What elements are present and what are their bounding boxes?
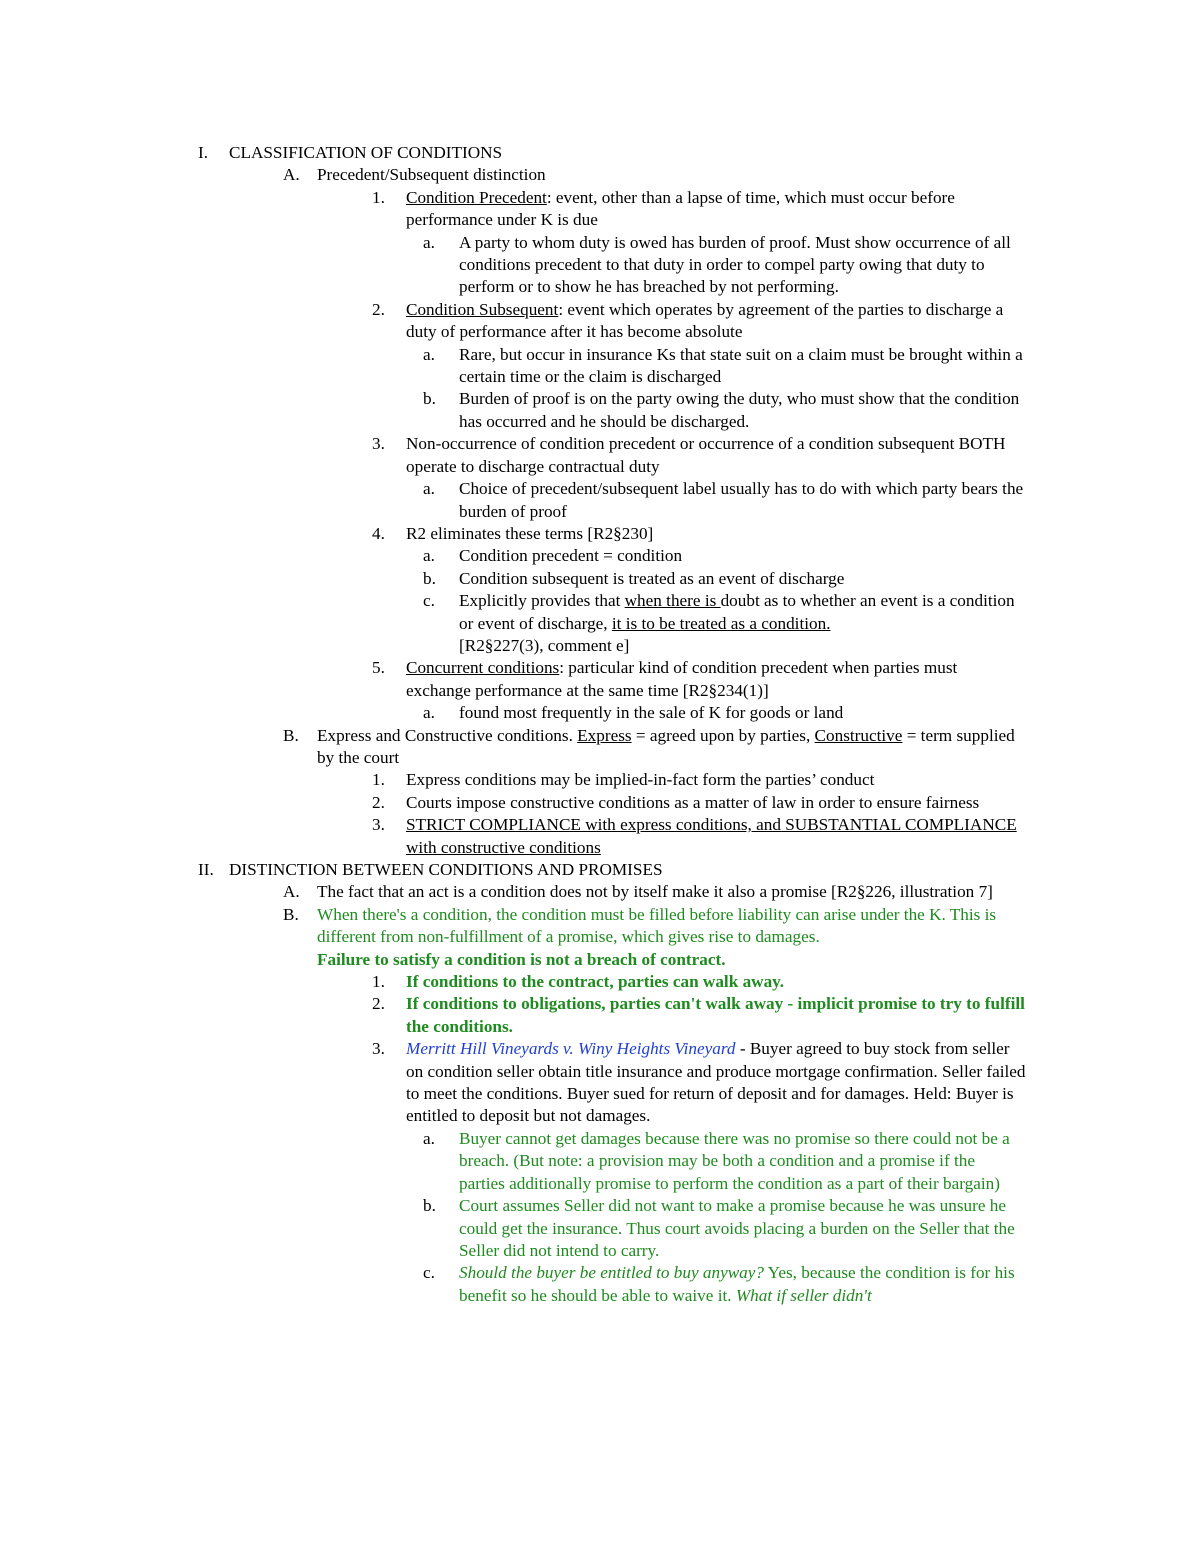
- item-text: R2 eliminates these terms [R2§230]: [406, 523, 654, 543]
- item-text: Non-occurrence of condition precedent or occurrence of a condition subsequent BOTH operate to discharge contractual duty: [406, 434, 1006, 476]
- item-2b1: [372, 971, 1026, 993]
- marker: a.: [423, 232, 435, 252]
- item-text: The fact that an act is a condition does not by itself make it also a promise [R2§226, illustration 7]: [317, 882, 993, 902]
- marker: a.: [423, 1128, 435, 1148]
- marker: 2.: [372, 994, 385, 1014]
- item-1a5: [372, 657, 1026, 702]
- marker: a.: [423, 344, 435, 364]
- marker: 1.: [372, 187, 385, 207]
- item-text: Express and Constructive conditions. Express = agreed upon by parties, Constructive = term supplied by the court: [317, 725, 1015, 767]
- marker: 4.: [372, 523, 385, 543]
- marker: 5.: [372, 658, 385, 678]
- term: Condition Precedent: [406, 187, 547, 207]
- item-text: Express conditions may be implied-in-fact form the parties’ conduct: [406, 770, 875, 790]
- section-2-heading: [198, 859, 1029, 881]
- item-text: Concurrent conditions: particular kind of condition precedent when parties must exchange performance at the same time [R2§234(1)]: [406, 658, 958, 700]
- item-text: Merritt Hill Vineyards v. Winy Heights Vineyard - Buyer agreed to buy stock from seller on condition seller obtain title insurance and produce mortgage confirmation. Seller failed to meet the conditions. Buyer sued for return of deposit and for damages. Held: Buyer is entitled to deposit but not damages.: [406, 1039, 1026, 1126]
- item-text: STRICT COMPLIANCE with express conditions, and SUBSTANTIAL COMPLIANCE with constructive conditions: [406, 815, 1017, 857]
- item-1a4c: [423, 590, 1025, 657]
- item-1a3a: [423, 478, 1025, 523]
- marker: a.: [423, 546, 435, 566]
- item-text: Burden of proof is on the party owing the duty, who must show that the condition has occurred and he should be discharged.: [459, 389, 1020, 431]
- section-1-heading: [198, 142, 1029, 164]
- marker: II.: [198, 860, 214, 879]
- item-text: Failure to satisfy a condition is not a breach of contract.: [317, 949, 726, 969]
- item-1a2: [372, 299, 1026, 344]
- marker: A.: [283, 165, 300, 185]
- item-2a: [283, 881, 1022, 903]
- item-1b3: [372, 814, 1026, 859]
- item-text: Buyer cannot get damages because there was no promise so there could not be a breach. (But note: a provision may be both a condition and a promise if the parties additionally promise to perform the condition as a part of their bargain): [459, 1128, 1010, 1193]
- marker: B.: [283, 725, 299, 745]
- item-2b3c: [423, 1262, 1025, 1307]
- marker: 3.: [372, 1039, 385, 1059]
- item-1a1a: [423, 232, 1025, 299]
- marker: 2.: [372, 792, 385, 812]
- item-text: A party to whom duty is owed has burden of proof. Must show occurrence of all conditions precedent to that duty in order to compel party owing that duty to perform or to show he has breached by not performing.: [459, 232, 1011, 297]
- item-text: Court assumes Seller did not want to make a promise because he was unsure he could get the insurance. Thus court avoids placing a burden on the Seller that the Seller did not intend to carry.: [459, 1196, 1015, 1260]
- marker: 3.: [372, 815, 385, 835]
- marker: B.: [283, 904, 299, 924]
- item-1a4b: [423, 568, 1025, 590]
- marker: b.: [423, 389, 436, 409]
- item-1a: [283, 164, 1022, 186]
- marker: 2.: [372, 299, 385, 319]
- item-text: Rare, but occur in insurance Ks that state suit on a claim must be brought within a certain time or the claim is discharged: [459, 344, 1023, 387]
- item-2b2: [372, 993, 1026, 1038]
- item-1a4a: [423, 545, 1025, 567]
- item-text: Courts impose constructive conditions as a matter of law in order to ensure fairness: [406, 792, 980, 812]
- marker: c.: [423, 591, 435, 611]
- item-1b1: [372, 769, 1026, 791]
- marker: 1.: [372, 770, 385, 790]
- item-2b-bold: [317, 949, 1022, 971]
- section-title: DISTINCTION BETWEEN CONDITIONS AND PROMISES: [229, 860, 663, 879]
- section-title: CLASSIFICATION OF CONDITIONS: [229, 143, 503, 162]
- case-name: Merritt Hill Vineyards v. Winy Heights Vineyard: [406, 1039, 736, 1059]
- item-1a2b: [423, 388, 1025, 433]
- marker: I.: [198, 143, 209, 162]
- marker: 3.: [372, 434, 385, 454]
- item-1a4: [372, 523, 1026, 545]
- item-text: Condition precedent = condition: [459, 546, 683, 566]
- item-1b2: [372, 792, 1026, 814]
- marker: a.: [423, 479, 435, 499]
- item-1a2a: [423, 344, 1025, 389]
- item-text: Precedent/Subsequent distinction: [317, 165, 546, 185]
- item-2b3a: [423, 1128, 1025, 1195]
- term: Condition Subsequent: [406, 299, 559, 319]
- item-1a3: [372, 433, 1026, 478]
- item-text: When there's a condition, the condition must be filled before liability can arise under the K. This is different from non-fulfillment of a promise, which gives rise to damages.: [317, 904, 997, 947]
- item-text: Choice of precedent/subsequent label usually has to do with which party bears the burden of proof: [459, 479, 1024, 521]
- item-text: Explicitly provides that when there is doubt as to whether an event is a condition or event of discharge, it is to be treated as a condition. [R2§227(3), comment e]: [459, 591, 1015, 655]
- outline: [0, 142, 1200, 1307]
- item-text: If conditions to obligations, parties can't walk away - implicit promise to try to fulfill the conditions.: [406, 994, 1025, 1036]
- item-1a5a: [423, 702, 1025, 724]
- item-text: Condition Precedent: event, other than a lapse of time, which must occur before performance under K is due: [406, 187, 955, 230]
- marker: 1.: [372, 972, 385, 992]
- term: Concurrent conditions: [406, 658, 560, 678]
- item-2b3: [372, 1038, 1026, 1128]
- item-text: Should the buyer be entitled to buy anyway? Yes, because the condition is for his benefit so he should be able to waive it. What if seller didn't: [459, 1263, 1015, 1305]
- item-text: found most frequently in the sale of K for goods or land: [459, 703, 844, 723]
- item-2b: [283, 904, 1022, 949]
- marker: b.: [423, 568, 436, 588]
- marker: a.: [423, 703, 435, 723]
- marker: b.: [423, 1196, 436, 1216]
- item-2b3b: [423, 1195, 1025, 1262]
- item-text: Condition subsequent is treated as an event of discharge: [459, 568, 845, 588]
- item-text: If conditions to the contract, parties can walk away.: [406, 972, 785, 992]
- item-text: Condition Subsequent: event which operates by agreement of the parties to discharge a duty of performance after it has become absolute: [406, 299, 1004, 342]
- item-1b: [283, 725, 1022, 770]
- marker: A.: [283, 882, 300, 902]
- item-1a1: [372, 187, 1026, 232]
- marker: c.: [423, 1263, 435, 1283]
